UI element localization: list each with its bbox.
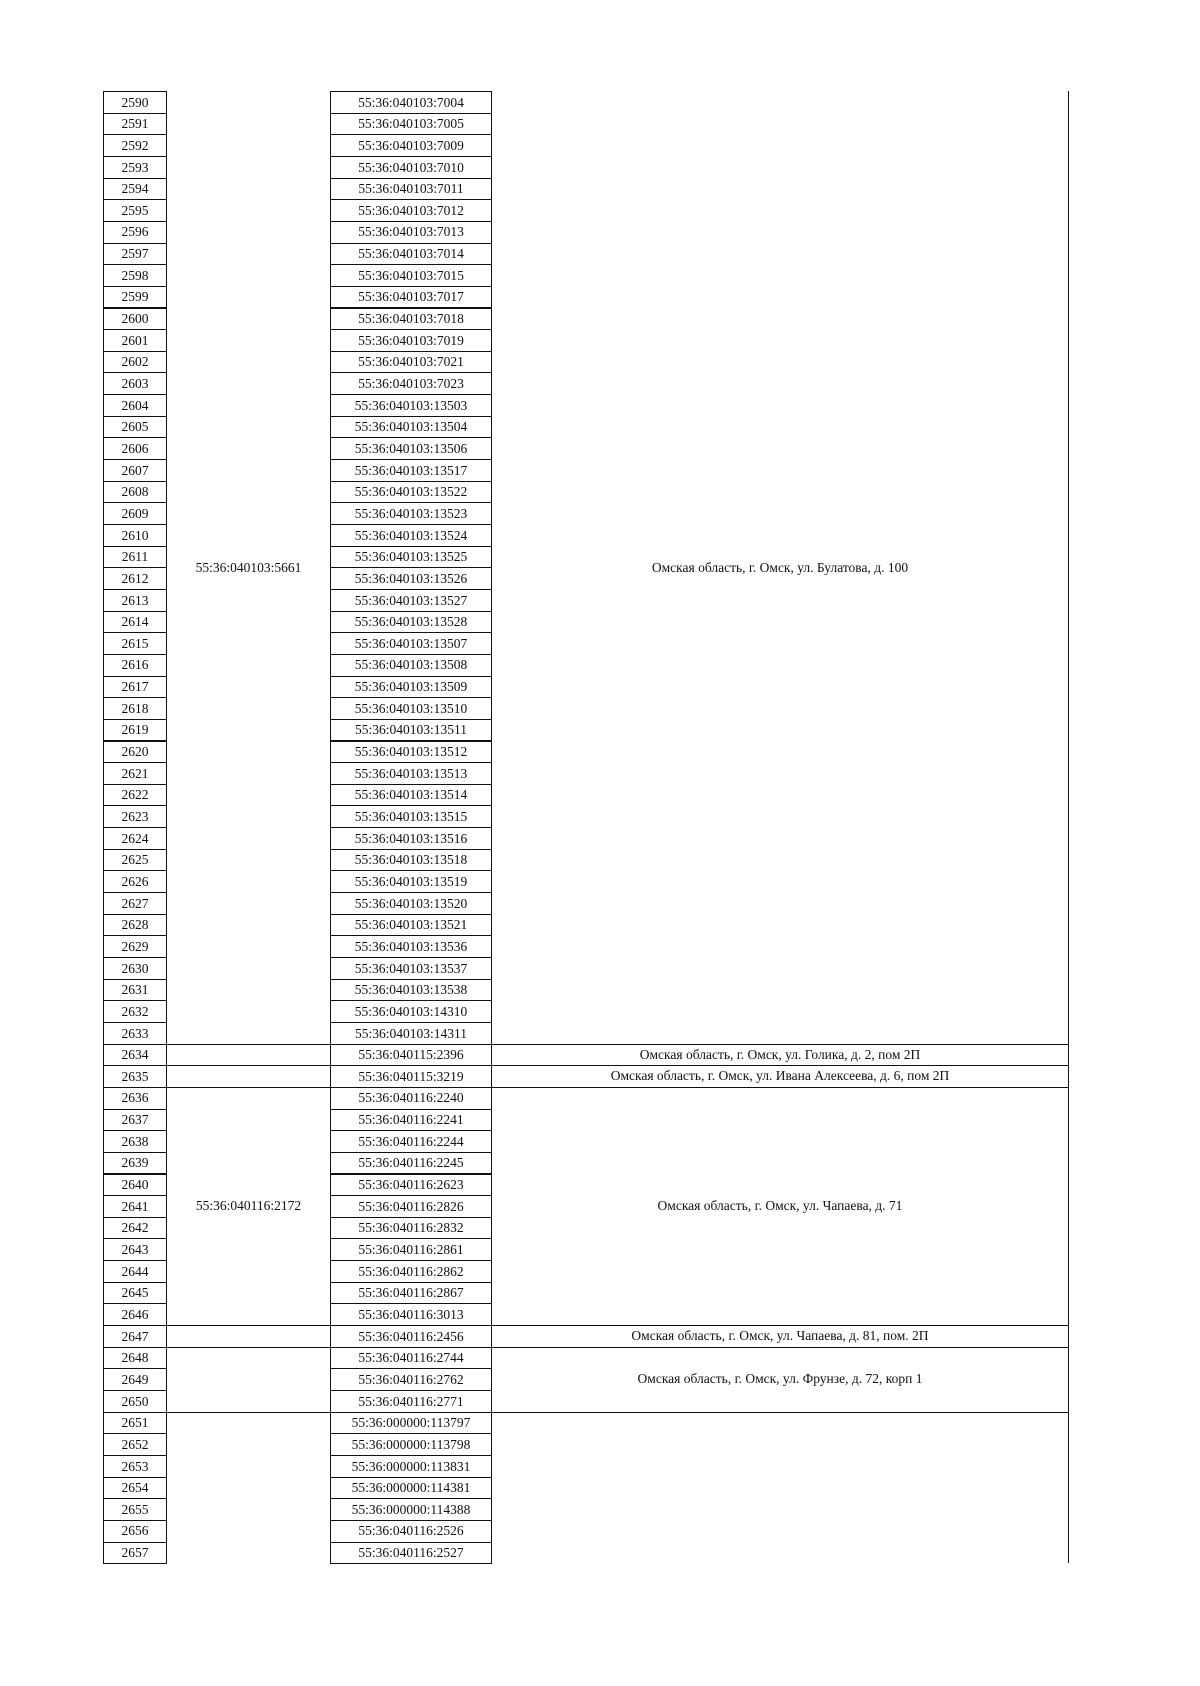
row-number-cell: 2598 (103, 264, 167, 287)
row-number-cell: 2641 (103, 1195, 167, 1218)
address-cell: Омская область, г. Омск, ул. Чапаева, д. 81, пом. 2П (631, 1328, 929, 1344)
row-number-cell: 2609 (103, 502, 167, 525)
row-number-cell: 2635 (103, 1065, 167, 1088)
group-divider (167, 1087, 1069, 1088)
cadastral-number-cell: 55:36:040103:13518 (330, 849, 492, 872)
row-number-cell: 2607 (103, 459, 167, 482)
cadastral-number-cell: 55:36:040103:13508 (330, 654, 492, 677)
cadastral-number-cell: 55:36:040116:2762 (330, 1368, 492, 1391)
cadastral-number-cell: 55:36:040116:2456 (330, 1325, 492, 1348)
row-number-cell: 2605 (103, 416, 167, 439)
row-number-cell: 2630 (103, 957, 167, 980)
cadastral-number-cell: 55:36:040116:2244 (330, 1130, 492, 1153)
cadastral-number-cell: 55:36:040103:13517 (330, 459, 492, 482)
row-number-cell: 2649 (103, 1368, 167, 1391)
row-number-cell: 2652 (103, 1433, 167, 1456)
cadastral-number-cell: 55:36:040116:2861 (330, 1238, 492, 1261)
parent-cadastral-cell (167, 1325, 330, 1347)
row-number-cell: 2616 (103, 654, 167, 677)
cadastral-number-cell: 55:36:040103:7005 (330, 113, 492, 136)
cadastral-number-cell: 55:36:040103:13520 (330, 892, 492, 915)
group-divider (167, 1325, 1069, 1326)
row-number-cell: 2593 (103, 156, 167, 179)
cadastral-number-cell: 55:36:040116:2245 (330, 1152, 492, 1175)
cadastral-number-cell: 55:36:040103:13516 (330, 827, 492, 850)
row-number-cell: 2643 (103, 1238, 167, 1261)
row-number-cell: 2631 (103, 979, 167, 1002)
row-number-cell: 2656 (103, 1520, 167, 1543)
cadastral-number-cell: 55:36:040103:13503 (330, 394, 492, 417)
cadastral-number-cell: 55:36:000000:113797 (330, 1412, 492, 1435)
cadastral-number-cell: 55:36:040103:13510 (330, 697, 492, 720)
cadastral-number-cell: 55:36:040116:2240 (330, 1087, 492, 1110)
cadastral-number-cell: 55:36:040103:7014 (330, 243, 492, 266)
row-number-cell: 2621 (103, 762, 167, 785)
cadastral-number-cell: 55:36:040116:2241 (330, 1109, 492, 1132)
cadastral-number-cell: 55:36:040103:13525 (330, 546, 492, 569)
row-number-cell: 2604 (103, 394, 167, 417)
row-number-cell: 2611 (103, 546, 167, 569)
row-number-cell: 2610 (103, 524, 167, 547)
cadastral-number-cell: 55:36:040103:7017 (330, 286, 492, 309)
row-number-cell: 2627 (103, 892, 167, 915)
row-number-cell: 2639 (103, 1152, 167, 1175)
row-number-cell: 2612 (103, 567, 167, 590)
row-number-cell: 2651 (103, 1412, 167, 1435)
cadastral-number-cell: 55:36:040115:3219 (330, 1065, 492, 1088)
cadastral-number-cell: 55:36:040103:13538 (330, 979, 492, 1002)
row-number-cell: 2592 (103, 134, 167, 157)
row-number-cell: 2600 (103, 308, 167, 331)
cadastral-number-cell: 55:36:040103:7004 (330, 91, 492, 114)
row-number-cell: 2632 (103, 1000, 167, 1023)
cadastral-number-cell: 55:36:040103:13512 (330, 741, 492, 764)
cadastral-number-cell: 55:36:040103:13513 (330, 762, 492, 785)
row-number-cell: 2633 (103, 1022, 167, 1045)
row-number-cell: 2655 (103, 1498, 167, 1521)
cadastral-number-cell: 55:36:040115:2396 (330, 1044, 492, 1067)
cadastral-number-cell: 55:36:040103:13507 (330, 632, 492, 655)
row-number-cell: 2602 (103, 351, 167, 374)
address-cell (492, 1412, 1068, 1564)
row-number-cell: 2594 (103, 178, 167, 201)
cadastral-number-cell: 55:36:040116:2623 (330, 1174, 492, 1197)
row-number-cell: 2603 (103, 372, 167, 395)
cadastral-number-cell: 55:36:040116:2862 (330, 1260, 492, 1283)
parent-cadastral-cell (167, 1065, 330, 1087)
cadastral-number-cell: 55:36:040103:14311 (330, 1022, 492, 1045)
row-number-cell: 2622 (103, 784, 167, 807)
cadastral-number-cell: 55:36:040103:13504 (330, 416, 492, 439)
cadastral-number-cell: 55:36:040116:2867 (330, 1282, 492, 1305)
row-number-cell: 2606 (103, 437, 167, 460)
row-number-cell: 2634 (103, 1044, 167, 1067)
row-number-cell: 2625 (103, 849, 167, 872)
cadastral-number-cell: 55:36:000000:113831 (330, 1455, 492, 1478)
row-number-cell: 2636 (103, 1087, 167, 1110)
row-number-cell: 2642 (103, 1217, 167, 1240)
row-number-cell: 2623 (103, 805, 167, 828)
cadastral-number-cell: 55:36:040116:2527 (330, 1542, 492, 1565)
cadastral-number-cell: 55:36:040103:7011 (330, 178, 492, 201)
parent-cadastral-cell: 55:36:040103:5661 (195, 559, 302, 575)
row-number-cell: 2645 (103, 1282, 167, 1305)
row-number-cell: 2608 (103, 481, 167, 504)
cadastral-number-cell: 55:36:040103:7012 (330, 199, 492, 222)
row-number-cell: 2618 (103, 697, 167, 720)
cadastral-number-cell: 55:36:040103:7021 (330, 351, 492, 374)
cadastral-number-cell: 55:36:040103:13537 (330, 957, 492, 980)
cadastral-number-cell: 55:36:000000:114388 (330, 1498, 492, 1521)
row-number-cell: 2591 (103, 113, 167, 136)
cadastral-number-cell: 55:36:040103:13515 (330, 805, 492, 828)
row-number-cell: 2629 (103, 935, 167, 958)
cadastral-number-cell: 55:36:040103:7010 (330, 156, 492, 179)
cadastral-number-cell: 55:36:040103:13523 (330, 502, 492, 525)
row-number-cell: 2654 (103, 1477, 167, 1500)
row-number-cell: 2650 (103, 1390, 167, 1413)
row-number-cell: 2626 (103, 870, 167, 893)
cadastral-number-cell: 55:36:040103:7018 (330, 308, 492, 331)
cadastral-number-cell: 55:36:040103:7019 (330, 329, 492, 352)
row-number-cell: 2653 (103, 1455, 167, 1478)
cadastral-number-cell: 55:36:040103:7023 (330, 372, 492, 395)
group-divider (167, 1065, 1069, 1066)
cadastral-number-cell: 55:36:040103:13509 (330, 676, 492, 699)
cadastral-number-cell: 55:36:040103:7013 (330, 221, 492, 244)
parent-cadastral-cell (167, 1412, 330, 1564)
cadastral-number-cell: 55:36:040103:13519 (330, 870, 492, 893)
cadastral-number-cell: 55:36:040103:13514 (330, 784, 492, 807)
address-cell: Омская область, г. Омск, ул. Булатова, д. 100 (651, 559, 909, 575)
cadastral-number-cell: 55:36:040116:2832 (330, 1217, 492, 1240)
row-number-cell: 2637 (103, 1109, 167, 1132)
cadastral-number-cell: 55:36:040103:7009 (330, 134, 492, 157)
cadastral-number-cell: 55:36:040103:13524 (330, 524, 492, 547)
cadastral-number-cell: 55:36:040116:2526 (330, 1520, 492, 1543)
address-cell: Омская область, г. Омск, ул. Голика, д. 2, пом 2П (639, 1046, 921, 1062)
address-cell: Омская область, г. Омск, ул. Фрунзе, д. 72, корп 1 (637, 1371, 923, 1387)
row-number-cell: 2613 (103, 589, 167, 612)
row-number-cell: 2601 (103, 329, 167, 352)
cadastral-number-cell: 55:36:040103:13506 (330, 437, 492, 460)
row-number-cell: 2619 (103, 719, 167, 742)
group-divider (167, 1412, 1069, 1413)
cadastral-number-cell: 55:36:040116:2771 (330, 1390, 492, 1413)
cadastral-number-cell: 55:36:040103:13522 (330, 481, 492, 504)
row-number-cell: 2597 (103, 243, 167, 266)
row-number-cell: 2647 (103, 1325, 167, 1348)
row-number-cell: 2617 (103, 676, 167, 699)
cadastral-number-cell: 55:36:040103:7015 (330, 264, 492, 287)
row-number-cell: 2614 (103, 611, 167, 634)
row-number-cell: 2590 (103, 91, 167, 114)
row-number-cell: 2644 (103, 1260, 167, 1283)
cadastral-number-cell: 55:36:040103:13536 (330, 935, 492, 958)
row-number-cell: 2599 (103, 286, 167, 309)
parent-cadastral-cell: 55:36:040116:2172 (195, 1198, 302, 1214)
row-number-cell: 2648 (103, 1347, 167, 1370)
cadastral-number-cell: 55:36:040103:13527 (330, 589, 492, 612)
table-right-border (1068, 91, 1069, 1563)
row-number-cell: 2615 (103, 632, 167, 655)
address-cell: Омская область, г. Омск, ул. Ивана Алексеева, д. 6, пом 2П (610, 1068, 950, 1084)
row-number-cell: 2657 (103, 1542, 167, 1565)
group-divider (167, 1044, 1069, 1045)
cadastral-number-cell: 55:36:040103:13521 (330, 914, 492, 937)
cadastral-number-cell: 55:36:040116:3013 (330, 1303, 492, 1326)
row-number-cell: 2624 (103, 827, 167, 850)
row-number-cell: 2638 (103, 1130, 167, 1153)
row-number-cell: 2640 (103, 1174, 167, 1197)
cadastral-number-cell: 55:36:040103:13528 (330, 611, 492, 634)
cadastral-number-cell: 55:36:040116:2744 (330, 1347, 492, 1370)
parent-cadastral-cell (167, 1044, 330, 1066)
row-number-cell: 2628 (103, 914, 167, 937)
row-number-cell: 2596 (103, 221, 167, 244)
cadastral-number-cell: 55:36:040103:14310 (330, 1000, 492, 1023)
parent-cadastral-cell (167, 1347, 330, 1412)
address-cell: Омская область, г. Омск, ул. Чапаева, д. 71 (657, 1198, 903, 1214)
cadastral-number-cell: 55:36:000000:114381 (330, 1477, 492, 1500)
row-number-cell: 2595 (103, 199, 167, 222)
row-number-cell: 2620 (103, 741, 167, 764)
group-divider (167, 1347, 1069, 1348)
cadastral-number-cell: 55:36:040116:2826 (330, 1195, 492, 1218)
cadastral-number-cell: 55:36:040103:13511 (330, 719, 492, 742)
row-number-cell: 2646 (103, 1303, 167, 1326)
cadastral-number-cell: 55:36:000000:113798 (330, 1433, 492, 1456)
cadastral-number-cell: 55:36:040103:13526 (330, 567, 492, 590)
